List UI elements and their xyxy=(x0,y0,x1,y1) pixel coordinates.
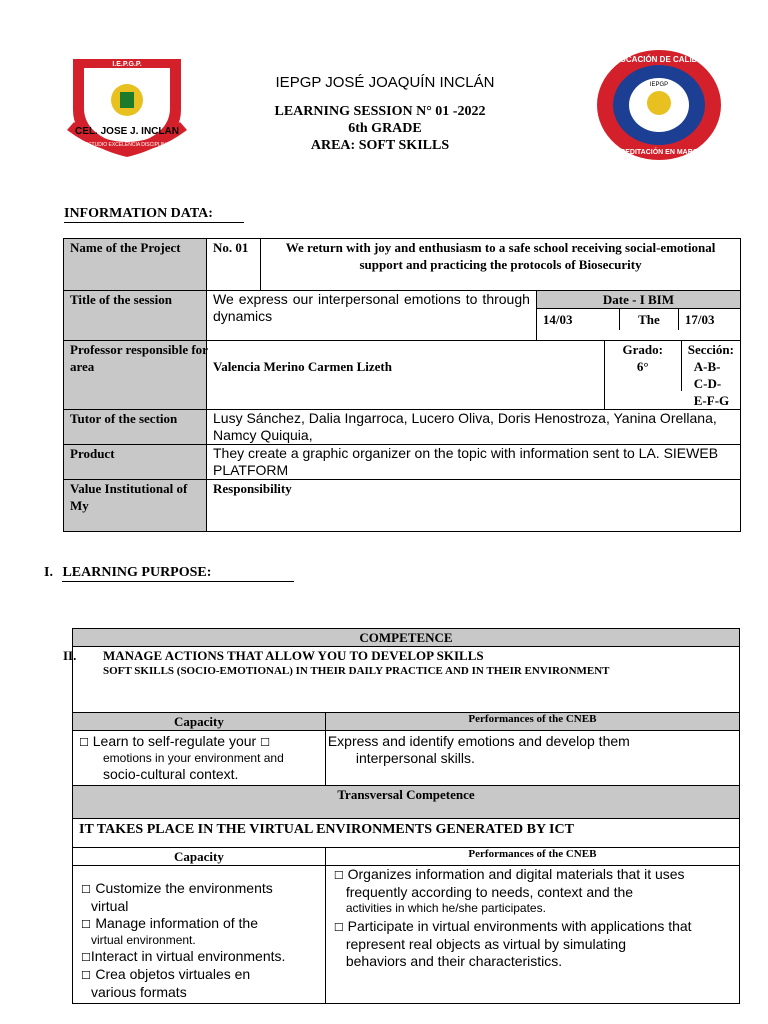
logo-left-top-text: I.E.P.G.P. xyxy=(112,61,142,68)
transversal-title: IT TAKES PLACE IN THE VIRTUAL ENVIRONMENTS GENERATED BY ICT xyxy=(73,819,740,848)
competence-line-2: SOFT SKILLS (SOCIO-EMOTIONAL) IN THEIR DAILY PRACTICE AND IN THEIR ENVIRONMENT xyxy=(103,665,610,677)
date-from: 14/03 xyxy=(537,309,620,330)
competence-header: COMPETENCE xyxy=(73,629,740,647)
performance-2-b-line-3: behaviors and their characteristics. xyxy=(345,953,563,969)
school-logo-left xyxy=(62,50,192,165)
seccion-value: A-B-C-D-E-F-G xyxy=(693,359,730,408)
performance-line-1: Express and identify emotions and develop them xyxy=(327,733,630,749)
capacity-2-item-line-1: Manage information of the xyxy=(95,915,258,931)
school-name: IEPGP JOSÉ JOAQUÍN INCLÁN xyxy=(275,74,495,91)
capacity-2-item-line-2: virtual xyxy=(91,898,129,914)
logo-left-ribbon-text: ESTUDIO EXCELENCIA DISCIPLINA xyxy=(84,142,170,148)
date-cell xyxy=(536,291,740,341)
capacity-2-item xyxy=(81,948,323,966)
performance-2-cell xyxy=(325,866,739,1004)
area-title: AREA: SOFT SKILLS xyxy=(310,138,450,153)
tutor-label: Tutor of the section xyxy=(64,410,207,445)
grade-title: 6th GRADE xyxy=(348,121,422,136)
project-name: We return with joy and enthusiasm to a safe school receiving social-emotional support and practicing the protocols of Biosecurity xyxy=(261,239,741,291)
product-label: Product xyxy=(64,445,207,480)
checkbox-icon: ☐ xyxy=(333,869,344,882)
seccion-label: Sección: xyxy=(687,342,734,357)
logo-left-arc-text: CEL. JOSE J. INCLAN xyxy=(75,126,179,137)
performance-2-item-a xyxy=(334,866,737,884)
checkbox-icon: ☐ xyxy=(81,951,91,964)
performance-cell xyxy=(325,731,739,786)
session-title: LEARNING SESSION N° 01 -2022 xyxy=(274,104,486,119)
capacity-line-3: socio-cultural context. xyxy=(103,766,239,782)
session-title-value: We express our interpersonal emotions to through dynamics xyxy=(207,291,537,341)
date-separator: The xyxy=(620,309,679,330)
professor-label-cell xyxy=(64,341,207,410)
checkbox-icon: ☐ xyxy=(260,736,270,749)
section-1-number: I. xyxy=(44,565,53,580)
competence-line-1: MANAGE ACTIONS THAT ALLOW YOU TO DEVELOP SKILLS xyxy=(103,648,484,663)
performance-2-b-line-2: represent real objects as virtual by simulating xyxy=(345,936,626,952)
grado-seccion-cell xyxy=(604,341,740,410)
value-value: Responsibility xyxy=(207,480,741,532)
capacity-2-item xyxy=(81,966,323,1001)
capacity-2-item-line-1: Interact in virtual environments. xyxy=(90,948,286,964)
project-number: No. 01 xyxy=(207,239,261,291)
tutor-value: Lusy Sánchez, Dalia Ingarroca, Lucero Oliva, Doris Henostroza, Yanina Orellana, Namcy Quiquia, xyxy=(207,410,741,445)
performance-2-b-line-1: Participate in virtual environments with applications that xyxy=(347,918,692,934)
transversal-header: Transversal Competence xyxy=(73,786,740,819)
capacity-2-header: Capacity xyxy=(73,848,326,866)
capacity-line-2: emotions in your environment and xyxy=(103,751,284,765)
grado-label: Grado: xyxy=(622,342,663,357)
professor-name: Valencia Merino Carmen Lizeth xyxy=(207,341,605,410)
capacity-2-item-line-1: Crea objetos virtuales en xyxy=(95,966,251,982)
performance-2-a-line-1: Organizes information and digital materials that it uses xyxy=(347,866,685,882)
performance-2-a-line-3: activities in which he/she participates. xyxy=(345,901,546,915)
quality-seal-logo xyxy=(594,48,724,163)
checkbox-icon: ☐ xyxy=(81,969,91,982)
seal-bottom-text: ACREDITACIÓN EN MARCHA xyxy=(610,149,708,156)
professor-label-tail: area xyxy=(70,359,95,374)
capacity-2-item xyxy=(81,915,323,948)
session-title-label: Title of the session xyxy=(64,291,207,341)
competence-number: II. xyxy=(63,648,77,663)
date-to: 17/03 xyxy=(684,312,715,327)
seal-inner-text: IEPGP xyxy=(649,82,669,88)
performances-2-header: Performances of the CNEB xyxy=(325,848,739,866)
project-label: Name of the Project xyxy=(64,239,207,291)
section-1-title: LEARNING PURPOSE: xyxy=(62,565,294,582)
section-1-heading xyxy=(44,565,294,582)
capacity-2-cell xyxy=(73,866,326,1004)
capacity-2-item-line-2: various formats xyxy=(91,984,187,1000)
competence-body xyxy=(63,647,740,713)
info-table xyxy=(63,238,741,532)
grado-value: 6° xyxy=(636,359,649,374)
performance-2-a-line-2: frequently according to needs, context and the xyxy=(345,884,634,900)
checkbox-icon: ☐ xyxy=(79,736,89,749)
competence-table xyxy=(63,628,740,1004)
date-header: Date - I BIM xyxy=(537,291,740,309)
seal-top-text: EDUCACIÓN DE CALIDAD xyxy=(609,55,709,64)
capacity-cell xyxy=(73,731,326,786)
capacity-line-1: Learn to self-regulate your xyxy=(92,733,257,749)
capacity-2-item xyxy=(81,880,323,915)
product-value: They create a graphic organizer on the topic with information sent to LA. SIEWEB PLATFORM xyxy=(207,445,741,480)
checkbox-icon: ☐ xyxy=(81,883,91,896)
professor-label: Professor responsible for xyxy=(70,342,208,357)
checkbox-icon: ☐ xyxy=(81,918,91,931)
checkbox-icon: ☐ xyxy=(333,921,344,934)
performance-line-2: interpersonal skills. xyxy=(355,750,475,766)
value-label: Value Institutional of My xyxy=(64,480,207,532)
performance-2-item-b xyxy=(334,918,737,936)
capacity-header: Capacity xyxy=(73,713,326,731)
capacity-2-item-line-2: virtual environment. xyxy=(91,933,196,947)
info-heading: INFORMATION DATA: xyxy=(64,206,244,223)
capacity-2-item-line-1: Customize the environments xyxy=(95,880,273,896)
performances-header: Performances of the CNEB xyxy=(325,713,739,731)
